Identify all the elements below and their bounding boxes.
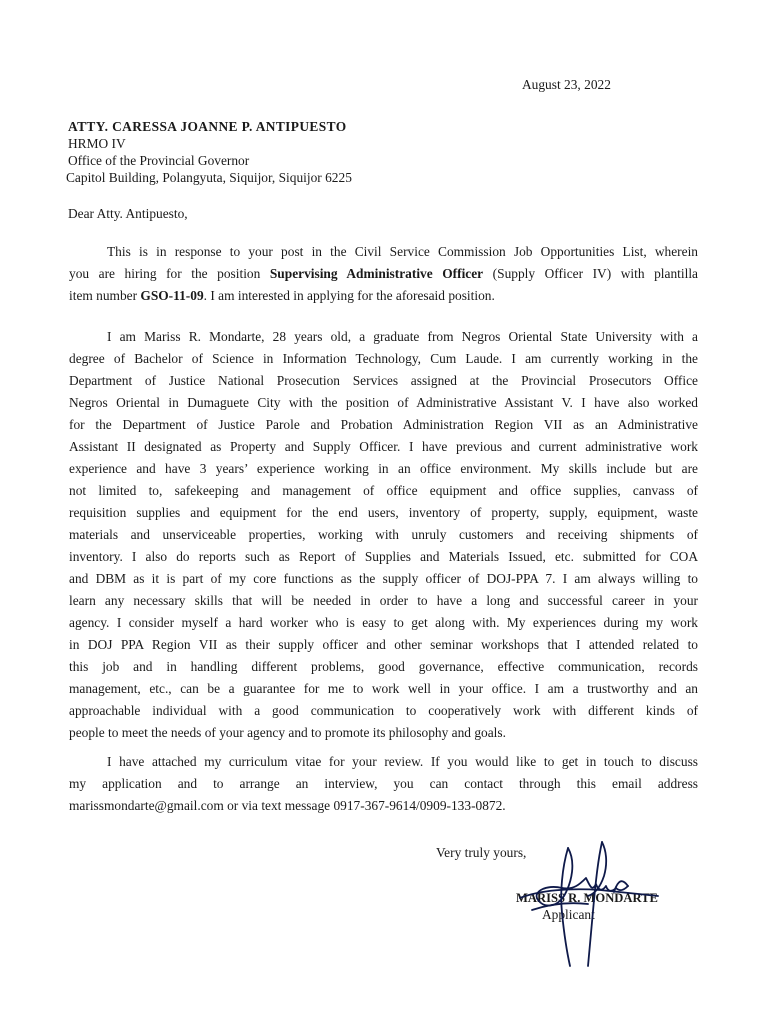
- paragraph-line: This is in response to your post in the Civil Service Commission Job Opportunities List, wherein: [107, 244, 698, 259]
- paragraph-line: item number GSO-11-09. I am interested in applying for the aforesaid position.: [69, 288, 495, 303]
- paragraph-line: learn any necessary skills that will be needed in order to have a long and successful career in your: [69, 593, 698, 608]
- paragraph-line: Negros Oriental in Dumaguete City with the position of Administrative Assistant V. I have also worked: [69, 395, 698, 410]
- recipient-address: Capitol Building, Polangyuta, Siquijor, Siquijor 6225: [66, 170, 352, 185]
- letter-date: August 23, 2022: [522, 77, 611, 92]
- paragraph-line: inventory. I also do reports such as Report of Supplies and Materials Issued, etc. submitted for COA: [69, 549, 698, 564]
- salutation: Dear Atty. Antipuesto,: [68, 206, 188, 221]
- paragraph-background: [69, 326, 698, 744]
- paragraph-line: and DBM as it is part of my core functions as the supply officer of DOJ-PPA 7. I am always willing to: [69, 571, 698, 586]
- paragraph-line: materials and unserviceable properties, working with unruly customers and receiving shipments of: [69, 527, 698, 542]
- paragraph-line: experience and have 3 years’ experience working in an office environment. My skills include but are: [69, 461, 698, 476]
- paragraph-line: approachable individual with a good communication to cooperatively work with different kinds of: [69, 703, 698, 718]
- paragraph-line: degree of Bachelor of Science in Information Technology, Cum Laude. I am currently working in the: [69, 351, 698, 366]
- signatory-name: MARISS R. MONDARTE: [516, 891, 658, 905]
- paragraph-line: management, etc., can be a guarantee for me to work well in your office. I am a trustworthy and an: [69, 681, 698, 696]
- paragraph-line: people to meet the needs of your agency and to promote its philosophy and goals.: [69, 725, 506, 740]
- paragraph-intro: [69, 241, 698, 307]
- paragraph-line: in DOJ PPA Region VII as their supply officer and other seminar workshops that I attended related to: [69, 637, 698, 652]
- position-title: Supervising Administrative Officer: [269, 266, 484, 281]
- recipient-block: [68, 118, 352, 186]
- paragraph-line: for the Department of Justice Parole and Probation Administration Region VII as an Administrative: [69, 417, 698, 432]
- paragraph-line: you are hiring for the position Supervising Administrative Officer (Supply Officer IV) with plantilla: [69, 266, 698, 281]
- paragraph-line: this job and in handling different problems, good governance, effective communication, records: [69, 659, 698, 674]
- recipient-office: Office of the Provincial Governor: [68, 153, 250, 168]
- paragraph-line: Department of Justice National Prosecution Services assigned at the Provincial Prosecutors Office: [69, 373, 698, 388]
- paragraph-line: my application and to arrange an interview, you can contact through this email address: [69, 776, 698, 791]
- recipient-name: ATTY. CARESSA JOANNE P. ANTIPUESTO: [68, 119, 347, 134]
- signatory-title: Applicant: [542, 907, 595, 922]
- paragraph-line: agency. I consider myself a hard worker who is easy to get along with. My experiences during my work: [69, 615, 698, 630]
- paragraph-line: I have attached my curriculum vitae for your review. If you would like to get in touch to discuss: [107, 754, 698, 769]
- paragraph-line: Assistant II designated as Property and Supply Officer. I have previous and current administrative work: [69, 439, 698, 454]
- paragraph-line: not limited to, safekeeping and management of office equipment and office supplies, canvass of: [69, 483, 698, 498]
- handwritten-signature: [510, 838, 670, 973]
- paragraph-line: requisition supplies and equipment for the end users, inventory of property, supply, equipment, waste: [69, 505, 698, 520]
- recipient-position: HRMO IV: [68, 136, 126, 151]
- paragraph-contact: [69, 751, 698, 817]
- paragraph-line: marissmondarte@gmail.com or via text message 0917-367-9614/0909-133-0872.: [69, 798, 506, 813]
- paragraph-line: I am Mariss R. Mondarte, 28 years old, a graduate from Negros Oriental State University with a: [107, 329, 698, 344]
- item-number: GSO-11-09: [140, 288, 204, 303]
- closing: Very truly yours,: [436, 845, 527, 860]
